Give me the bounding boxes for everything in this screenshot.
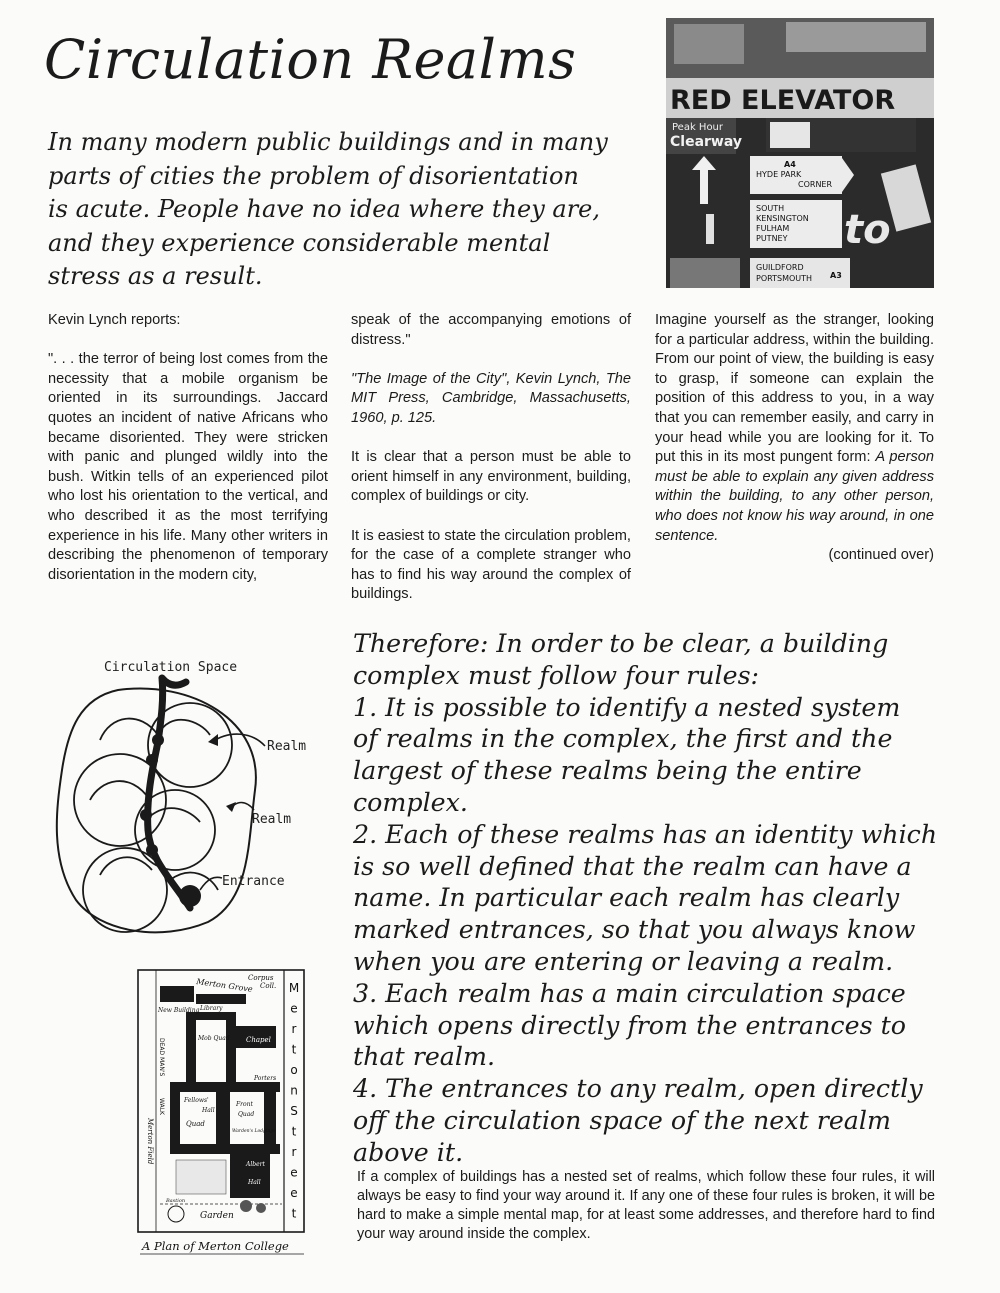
map-label-grove: Merton Grove bbox=[195, 977, 254, 994]
circulation-diagram bbox=[40, 650, 340, 950]
lead-line: and they experience considerable mental bbox=[48, 228, 551, 257]
street-letter: t bbox=[291, 1206, 297, 1221]
sign-peak-hour: Peak Hour bbox=[672, 122, 724, 133]
column-3 bbox=[655, 311, 934, 566]
map-label-quad: Quad bbox=[186, 1120, 205, 1128]
merton-college-plan bbox=[136, 968, 308, 1264]
rule-line: 2. Each of these realms has an identity which bbox=[353, 819, 938, 849]
rule-line: 3. Each realm has a main circulation space bbox=[353, 978, 906, 1008]
node bbox=[146, 754, 158, 766]
lead-line: In many modern public buildings and in many bbox=[48, 128, 608, 156]
sign-big-text: RED ELEVATOR bbox=[670, 85, 896, 116]
label-realm-2: Realm bbox=[252, 812, 292, 827]
street-letter: r bbox=[291, 1145, 297, 1159]
street-letter: M bbox=[288, 981, 300, 995]
street-letter: e bbox=[290, 1165, 298, 1180]
entrance-node bbox=[179, 885, 201, 907]
page-title: Circulation Realms bbox=[44, 28, 577, 91]
sign-south: SOUTH bbox=[756, 204, 785, 213]
sub-realm bbox=[74, 754, 166, 846]
rule-line: which opens directly from the entrances to bbox=[353, 1010, 906, 1040]
street-letter: S bbox=[290, 1104, 298, 1118]
map-label-mobquad: Mob Quad bbox=[198, 1035, 230, 1042]
street-letter: e bbox=[290, 1186, 298, 1200]
rule-line: largest of these realms being the entire bbox=[353, 756, 862, 786]
road-sign-photo bbox=[666, 18, 934, 288]
closing-paragraph: If a complex of buildings has a nested set of realms, which follow these four rules, it will always be easy to find your way around it. If any one of these four rules is broken, it will be hard to make a simple mental map, for at least some addresses, and therefore hard to find your way around inside the complex. bbox=[357, 1169, 935, 1242]
rule-line: Therefore: In order to be clear, a building bbox=[353, 629, 889, 658]
street-letter: e bbox=[290, 1001, 298, 1016]
col2-quote-end: speak of the accompanying emotions of distress." bbox=[351, 312, 631, 348]
col2-paragraph: It is clear that a person must be able to orient himself in any environment, building, complex of buildings or city. bbox=[351, 449, 631, 505]
col2-paragraph: It is easiest to state the circulation problem, for the case of a complete stranger who has to find his way around the complex of buildings. bbox=[351, 527, 631, 603]
label-realm-1: Realm bbox=[267, 739, 307, 754]
sign-guildford: GUILDFORD bbox=[756, 263, 804, 272]
map-label-walk: WALK bbox=[158, 1098, 165, 1115]
rule-line: that realm. bbox=[353, 1042, 496, 1072]
lead-line: parts of cities the problem of disorientation bbox=[48, 161, 579, 190]
sign-fulham: FULHAM bbox=[756, 224, 790, 233]
label-entrance: Entrance bbox=[222, 874, 285, 889]
rule-line: 1. It is possible to identify a nested system bbox=[353, 692, 901, 722]
rule-line: when you are entering or leaving a realm. bbox=[353, 946, 894, 976]
street-letter: n bbox=[290, 1083, 298, 1098]
rule-line: above it. bbox=[353, 1137, 464, 1167]
sign-to: to bbox=[844, 207, 891, 253]
rule-line: is so well defined that the realm can have a bbox=[353, 851, 912, 881]
rule-line: of realms in the complex, the first and the bbox=[353, 724, 893, 754]
map-label-warden: Warden's Lodgings bbox=[232, 1129, 276, 1134]
four-rules bbox=[353, 628, 953, 1169]
map-label-chapel: Chapel bbox=[246, 1036, 271, 1044]
map-label-hall: Hall bbox=[202, 1107, 215, 1114]
map-label-hall2: Hall bbox=[248, 1179, 261, 1186]
street-letter: t bbox=[291, 1042, 297, 1057]
map-label-fellows: Fellows' bbox=[184, 1097, 209, 1104]
rule-line: name. In particular each realm has clearly bbox=[353, 883, 900, 913]
column-1 bbox=[48, 311, 328, 605]
continued-note: (continued over) bbox=[828, 547, 934, 564]
lead-line: is acute. People have no idea where they are, bbox=[48, 195, 601, 223]
street-letter: o bbox=[290, 1063, 298, 1077]
rule-line: marked entrances, so that you always know bbox=[353, 915, 916, 945]
sign-putney: PUTNEY bbox=[756, 234, 788, 243]
rule-line: complex. bbox=[353, 787, 468, 817]
sign-kensington: KENSINGTON bbox=[756, 214, 809, 223]
sub-realm bbox=[83, 848, 167, 932]
map-label-corpus: Corpus bbox=[248, 974, 274, 982]
map-label-coll: Coll. bbox=[260, 982, 277, 990]
node bbox=[140, 809, 152, 821]
map-label-library: Library bbox=[200, 1005, 223, 1012]
map-label-albert: Albert bbox=[246, 1161, 265, 1168]
sign-a3: A3 bbox=[830, 271, 842, 280]
lead-line: stress as a result. bbox=[48, 262, 263, 290]
col2-citation: "The Image of the City", Kevin Lynch, The MIT Press, Cambridge, Massachusetts, 1960, p. 125. bbox=[351, 370, 631, 426]
map-label-bastion: Bastion bbox=[166, 1198, 186, 1204]
map-caption: A Plan of Merton College bbox=[142, 1239, 289, 1253]
rule-line: 4. The entrances to any realm, open directly bbox=[353, 1074, 923, 1104]
col3-paragraph bbox=[655, 311, 934, 566]
map-label-porters: Porters bbox=[254, 1075, 277, 1082]
map-label-quad2: Quad bbox=[238, 1111, 255, 1118]
sign-clearway: Clearway bbox=[670, 134, 742, 150]
col1-quote: ". . . the terror of being lost comes from the necessity that a mobile organism be oriented in its surroundings. Jaccard quotes an incident of native Africans who became disoriented. They were stricken with panic and plunged wildly into the bush. Witkin tells of an experienced pilot who lost his orientation to the vertical, and who described it as the most terrifying experience in his life. Many other writers in describing the phenomenon of temporary disorientation in the modern city, bbox=[48, 351, 328, 583]
map-label-merton-field: Merton Field bbox=[146, 1118, 154, 1165]
col3-italic-text: A person must be able to explain any given address within the building, to any other person, who does not know his way around, in one sentence. bbox=[655, 449, 934, 544]
map-label-garden: Garden bbox=[200, 1211, 234, 1221]
sign-portsmouth: PORTSMOUTH bbox=[756, 274, 813, 283]
rule-line: complex must follow four rules: bbox=[353, 660, 760, 690]
col1-intro: Kevin Lynch reports: bbox=[48, 312, 181, 328]
street-letter: t bbox=[291, 1124, 297, 1139]
column-2 bbox=[351, 311, 631, 625]
street-letter: r bbox=[291, 1022, 297, 1036]
node bbox=[152, 734, 164, 746]
node bbox=[146, 844, 158, 856]
map-label-deadmans: DEAD MAN'S bbox=[158, 1038, 165, 1077]
label-circulation-space: Circulation Space bbox=[104, 660, 238, 675]
rule-line: off the circulation space of the next realm bbox=[353, 1105, 891, 1135]
lead-paragraph bbox=[48, 126, 658, 294]
sign-hyde-corner: CORNER bbox=[798, 180, 833, 189]
sign-hyde-park: HYDE PARK bbox=[756, 170, 802, 179]
map-label-front: Front bbox=[236, 1101, 253, 1108]
col3-text: Imagine yourself as the stranger, looking for a particular address, within the building. From our point of view, the building is easy to grasp, if someone can explain the position of this address to you, in a way that you can remember easily, and carry in your head while you are looking for it. To put this in its most pungent form: bbox=[655, 312, 934, 466]
map-label-newbuilding: New Building bbox=[158, 1007, 200, 1014]
sign-a4: A4 bbox=[784, 160, 796, 169]
